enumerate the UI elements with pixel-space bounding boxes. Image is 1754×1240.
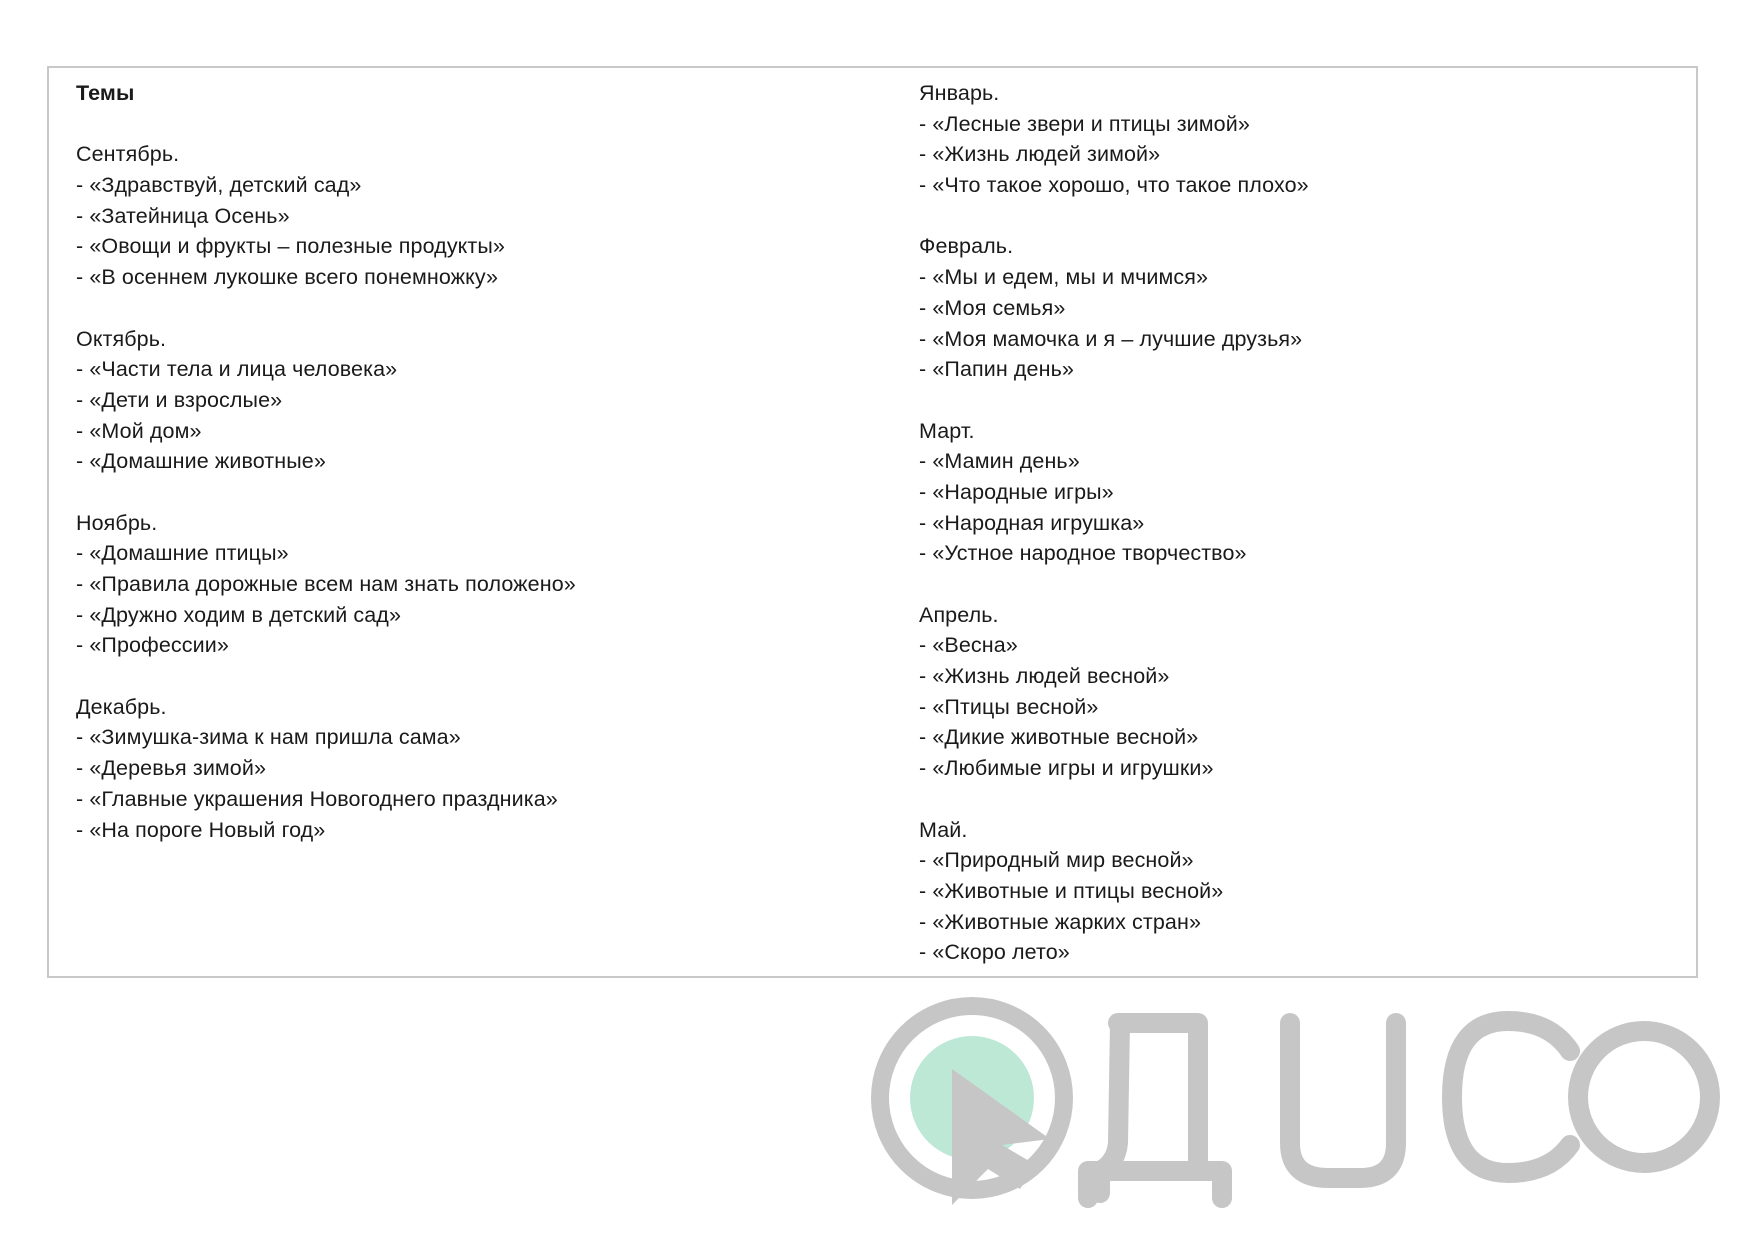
topic-item: - «Главные украшения Новогоднего праздника»	[76, 786, 558, 811]
topic-item: - «Затейница Осень»	[76, 203, 290, 228]
topic-item: - «Мы и едем, мы и мчимся»	[919, 265, 1209, 290]
topic-item: - «Правила дорожные всем нам знать положено»	[76, 572, 576, 596]
topic-item: - «Части тела и лица человека»	[76, 357, 398, 382]
spacer	[919, 201, 1309, 232]
topic-item: - «Народная игрушка»	[919, 510, 1145, 535]
month-heading: Январь.	[919, 81, 1000, 105]
topic-item: - «Моя мамочка и я – лучшие друзья»	[919, 326, 1303, 351]
topic-item: - «На пороге Новый год»	[76, 817, 326, 842]
topic-item: - «Что такое хорошо, что такое плохо»	[919, 173, 1309, 198]
topic-item: - «В осеннем лукошке всего понемножку»	[76, 265, 499, 290]
topic-item: - «Мой дом»	[76, 418, 202, 443]
play-cursor-logo-icon	[860, 993, 1730, 1228]
month-heading: Май.	[919, 817, 968, 842]
month-heading: Ноябрь.	[76, 510, 158, 535]
topic-item: - «Жизнь людей зимой»	[919, 142, 1161, 167]
right-column	[919, 78, 1309, 968]
month-heading: Декабрь.	[76, 694, 167, 719]
spacer	[919, 569, 1309, 600]
topic-item: - «Моя семья»	[919, 295, 1066, 320]
topic-item: - «Зимушка-зима к нам пришла сама»	[76, 725, 461, 750]
topic-item: - «Дружно ходим в детский сад»	[76, 602, 401, 627]
month-heading: Сентябрь.	[76, 142, 180, 167]
topic-item: - «Устное народное творчество»	[919, 541, 1247, 566]
spacer	[919, 784, 1309, 815]
topic-item: - «Дикие животные весной»	[919, 725, 1199, 750]
topic-item: - «Профессии»	[76, 633, 229, 658]
spacer	[76, 477, 576, 508]
topic-item: - «Весна»	[919, 633, 1018, 658]
topic-item: - «Народные игры»	[919, 479, 1114, 504]
topic-item: - «Скоро лето»	[919, 940, 1070, 965]
topic-item: - «Папин день»	[919, 357, 1074, 382]
topic-item: - «Любимые игры и игрушки»	[919, 756, 1214, 781]
topic-item: - «Жизнь людей весной»	[919, 664, 1170, 689]
topic-item: - «Дети и взрослые»	[76, 387, 283, 412]
document-title: Темы	[76, 81, 135, 105]
topics-frame	[47, 66, 1698, 978]
watermark-logo	[860, 993, 1730, 1228]
month-heading: Февраль.	[919, 234, 1014, 259]
month-heading: Апрель.	[919, 602, 999, 627]
month-heading: Октябрь.	[76, 326, 167, 351]
spacer	[76, 661, 576, 692]
month-heading: Март.	[919, 418, 975, 443]
topic-item: - «Деревья зимой»	[76, 756, 267, 781]
topic-item: - «Овощи и фрукты – полезные продукты»	[76, 234, 505, 259]
left-column	[76, 78, 576, 845]
spacer	[76, 293, 576, 324]
topic-item: - «Домашние животные»	[76, 449, 326, 474]
topic-item: - «Домашние птицы»	[76, 541, 289, 566]
topic-item: - «Животные и птицы весной»	[919, 878, 1224, 903]
topic-item: - «Птицы весной»	[919, 694, 1099, 719]
topic-item: - «Здравствуй, детский сад»	[76, 173, 362, 198]
topic-item: - «Природный мир весной»	[919, 848, 1194, 873]
topic-item: - «Животные жарких стран»	[919, 909, 1201, 934]
spacer	[76, 109, 576, 140]
spacer	[919, 385, 1309, 416]
topic-item: - «Мамин день»	[919, 449, 1080, 474]
topic-item: - «Лесные звери и птицы зимой»	[919, 111, 1250, 136]
